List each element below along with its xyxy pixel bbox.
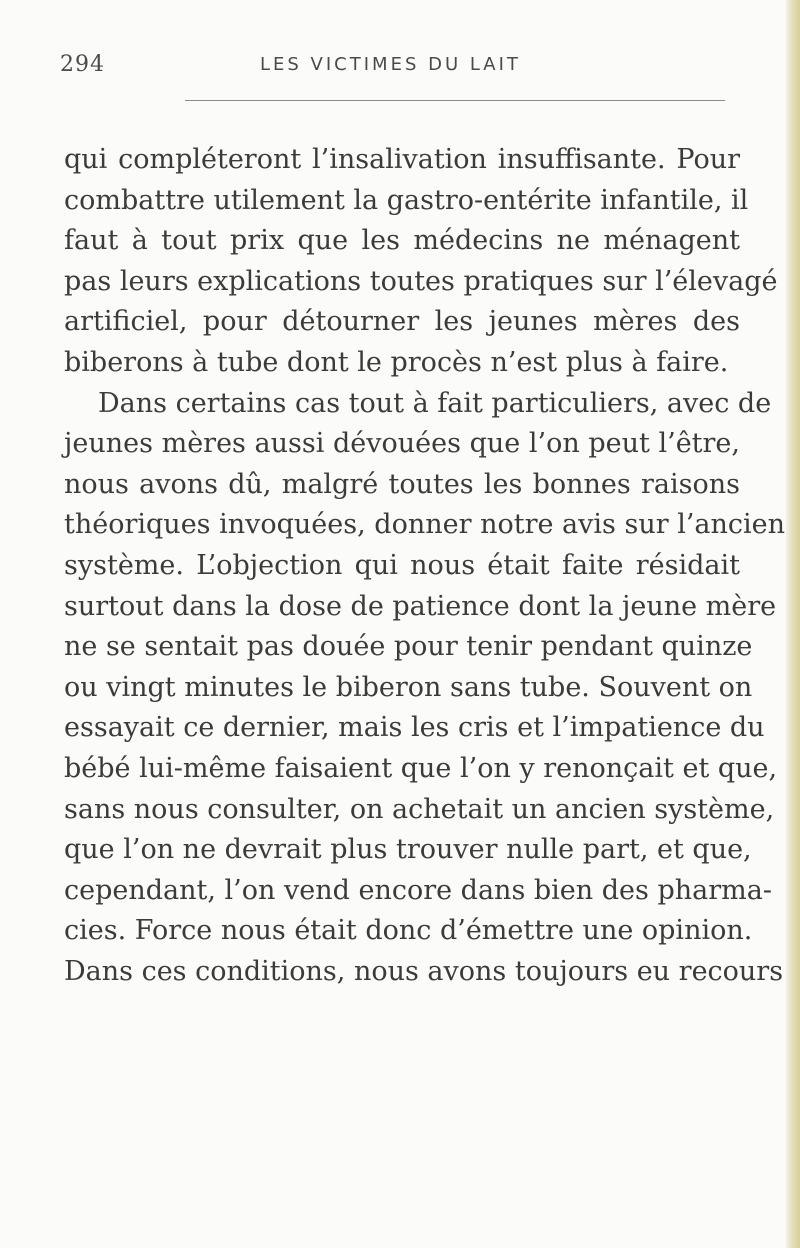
text-line: jeunes mères aussi dévouées que l’on peut l’être, — [64, 428, 740, 460]
running-title: LES VICTIMES DU LAIT — [260, 54, 521, 75]
page-header — [60, 52, 740, 92]
body-text — [64, 140, 786, 992]
text-line: essayait ce dernier, mais les cris et l’impatience du — [64, 712, 765, 744]
text-line: que l’on ne devrait plus trouver nulle part, et que, — [64, 834, 752, 866]
text-line: ou vingt minutes le biberon sans tube. Souvent on — [64, 671, 753, 703]
text-line: biberons à tube dont le procès n’est plus à faire. — [64, 346, 729, 378]
text-line: système. L’objection qui nous était faite résidait — [64, 549, 740, 581]
text-line: bébé lui-même faisaient que l’on y renonçait et que, — [64, 752, 778, 784]
text-line: théoriques invoquées, donner notre avis sur l’ancien — [64, 509, 786, 541]
text-line: ne se sentait pas douée pour tenir pendant quinze — [64, 631, 753, 663]
text-line: nous avons dû, malgré toutes les bonnes raisons — [64, 468, 740, 500]
text-line: cependant, l’on vend encore dans bien des pharma- — [64, 874, 772, 906]
page-edge — [786, 0, 800, 1248]
text-line: combattre utilement la gastro-entérite infantile, il — [64, 184, 749, 216]
text-line: Dans certains cas tout à fait particuliers, avec de — [98, 387, 772, 419]
page-number: 294 — [60, 52, 105, 77]
text-line: surtout dans la dose de patience dont la jeune mère — [64, 590, 777, 622]
text-line: artificiel, pour détourner les jeunes mères des — [64, 306, 740, 338]
text-line: pas leurs explications toutes pratiques sur l’élevagé — [64, 265, 778, 297]
text-line: Dans ces conditions, nous avons toujours eu recours — [64, 955, 784, 987]
text-line: cies. Force nous était donc d’émettre une opinion. — [64, 915, 753, 947]
text-line: sans nous consulter, on achetait un ancien système, — [64, 793, 775, 825]
text-line: faut à tout prix que les médecins ne ménagent — [64, 225, 740, 257]
text-line: qui compléteront l’insalivation insuffisante. Pour — [64, 144, 740, 175]
header-rule — [185, 100, 725, 101]
